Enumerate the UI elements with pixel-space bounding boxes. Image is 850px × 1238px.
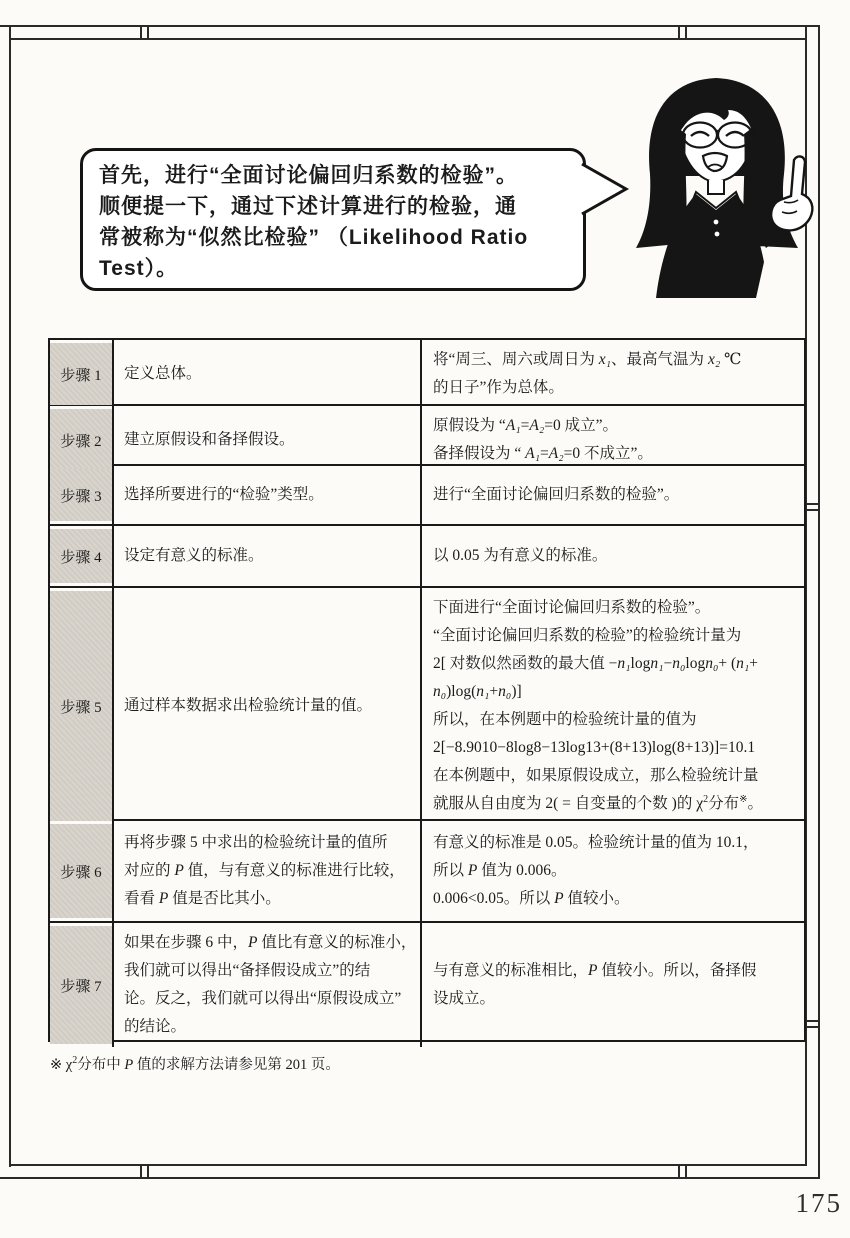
table-row-step4 (50, 524, 804, 586)
table-row-step5 (50, 586, 804, 819)
step-label-cell (50, 526, 114, 586)
step-label-cell (50, 340, 114, 408)
table-row-step7 (50, 921, 804, 1040)
step-action-text: 如果在步骤 6 中，P 值比有意义的标准小， 我们就可以得出“备择假设成立”的结 论。反之，我们就可以得出“原假设成立” 的结论。 (114, 923, 422, 1047)
speech-bubble-text: 首先，进行“全面讨论偏回归系数的检验”。 顺便提一下，通过下述计算进行的检验，通 常被称为“似然比检验” （Likelihood Ratio Test）。 (99, 164, 529, 280)
page-number: 175 (795, 1188, 842, 1218)
frame-bottom-joint-right (685, 1164, 687, 1179)
step-action-text: 再将步骤 5 中求出的检验统计量的值所 对应的 P 值，与有意义的标准进行比较， 看看 P 值是否比其小。 (114, 821, 422, 921)
step-label: 步骤 3 (50, 469, 112, 521)
frame-bottom-inner-line (10, 1164, 807, 1166)
frame-top-joint-right (685, 25, 687, 40)
frame-top-joint-left (147, 25, 149, 40)
step-label: 步骤 4 (50, 529, 112, 583)
step-result-text: 原假设为 “A₁=A₂=0 成立”。 备择假设为 “ A₁=A₂=0 不成立”。 (433, 417, 653, 462)
step-result-text: 有意义的标准是 0.05。检验统计量的值为 10.1， 所以 P 值为 0.006。 0.006<0.05。所以 P 值较小。 (433, 834, 759, 907)
frame-top-outer-line (0, 25, 820, 27)
character-illustration (598, 72, 838, 298)
step-label-cell (50, 588, 114, 824)
frame-top-joint-right (678, 25, 680, 40)
step-action-text: 通过样本数据求出检验统计量的值。 (114, 588, 422, 824)
table-row-step1 (50, 340, 804, 404)
step-result-text: 与有意义的标准相比，P 值较小。所以，备择假 设成立。 (433, 962, 757, 1007)
table-row-step3 (50, 464, 804, 524)
step-label-cell (50, 923, 114, 1047)
frame-left-line (9, 25, 11, 1167)
step-result-text: 下面进行“全面讨论偏回归系数的检验”。 “全面讨论偏回归系数的检验”的检验统计量为 2[ 对数似然函数的最大值 −n₁logn₁−n₀logn₀+ (n₁+ n₀)log(n₁+n₀)] 所以，在本例题中的检验统计量的值为 2[−8.9010−8log8−13log13+(8+13)log(8+13)]=10.1 在本例题中，如果原假设成立，那么检验统计量 就服从自由度为 2( = 自变量的个数 )的 $\chi^2$分布※。 (433, 599, 763, 812)
table-row-step6 (50, 819, 804, 921)
frame-bottom-joint-left (140, 1164, 142, 1179)
step-action-text: 建立原假设和备择假设。 (114, 406, 422, 474)
step-label: 步骤 7 (50, 926, 112, 1044)
table-row-step2 (50, 404, 804, 464)
speech-bubble-tail (580, 158, 632, 220)
girl-pointing-icon (598, 72, 838, 298)
step-result-text: 将“周三、周六或周日为 x₁、最高气温为 x₂ ℃ 的日子”作为总体。 (433, 351, 742, 396)
frame-bottom-joint-left (147, 1164, 149, 1179)
step-result-text: 以 0.05 为有意义的标准。 (433, 547, 608, 564)
step-label: 步骤 1 (50, 343, 112, 405)
frame-bottom-joint-right (678, 1164, 680, 1179)
step-result-text: 进行“全面讨论偏回归系数的检验”。 (433, 486, 680, 503)
step-label: 步骤 2 (50, 409, 112, 471)
step-label: 步骤 6 (50, 824, 112, 918)
step-label: 步骤 5 (50, 591, 112, 821)
frame-top-joint-left (140, 25, 142, 40)
step-label-cell (50, 821, 114, 921)
frame-top-inner-line (10, 38, 807, 40)
step-action-text: 定义总体。 (114, 340, 422, 408)
speech-bubble (80, 148, 586, 291)
step-label-cell (50, 466, 114, 524)
footnote: ※ $\chi^2$分布中 P 值的求解方法请参见第 201 页。 (50, 1055, 340, 1073)
frame-bottom-outer-line (0, 1177, 820, 1179)
step-label-cell (50, 406, 114, 474)
step-action-text: 选择所要进行的“检验”类型。 (114, 466, 422, 524)
step-action-text: 设定有意义的标准。 (114, 526, 422, 586)
steps-table (48, 338, 806, 1042)
